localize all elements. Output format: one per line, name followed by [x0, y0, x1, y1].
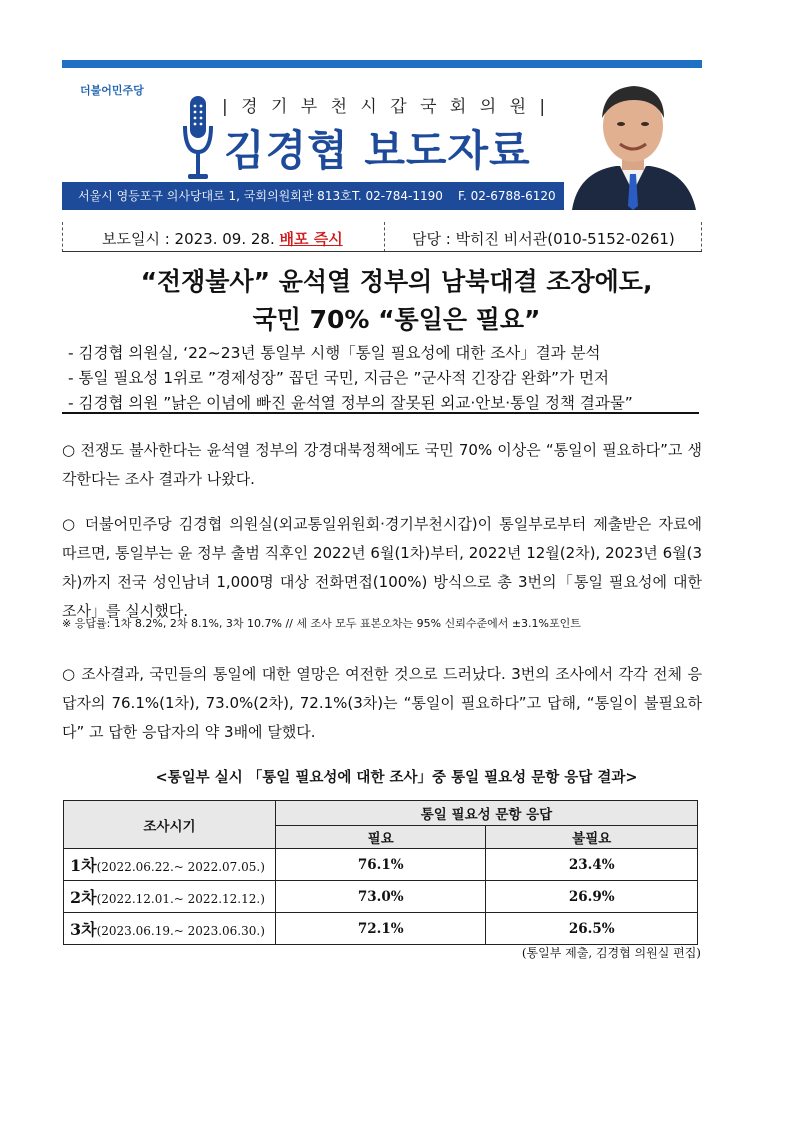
- phone-text: T. 02-784-1190: [352, 189, 443, 203]
- headline-line-1: “전쟁불사” 윤석열 정부의 남북대결 조장에도,: [140, 267, 653, 296]
- need-value: 73.0%: [275, 881, 486, 913]
- divider: [384, 222, 385, 252]
- survey-period: 1차(2022.06.22.~ 2022.07.05.): [64, 849, 276, 881]
- header-subtitle: | 경 기 부 천 시 갑 국 회 의 원 |: [222, 97, 550, 117]
- microphone-icon: [182, 96, 214, 188]
- release-status: 배포 즉시: [279, 230, 343, 248]
- table-row: [64, 849, 698, 881]
- release-info-box: [62, 222, 702, 252]
- headline-line-2: 국민 70% “통일은 필요”: [252, 305, 541, 334]
- need-value: 72.1%: [275, 913, 486, 945]
- table-title: <통일부 실시 「통일 필요성에 대한 조사」중 통일 필요성 문항 응답 결과>: [155, 769, 638, 786]
- body-paragraph: ○ 전쟁도 불사한다는 윤석열 정부의 강경대북정책에도 국민 70% 이상은 “통일이 필요하다”고 생각한다는 조사 결과가 나왔다.: [62, 441, 702, 488]
- response-rate-note: ※ 응답률: 1차 8.2%, 2차 8.1%, 3차 10.7% // 세 조사 모두 표본오차는 95% 신뢰수준에서 ±3.1%포인트: [62, 617, 581, 630]
- press-release-header: [62, 60, 702, 210]
- summary-bullet: - 김경협 의원 ”낡은 이념에 빠진 윤석열 정부의 잘못된 외교·안보·통일 정책 결과물”: [68, 394, 633, 412]
- column-header-noneed: 불필요: [486, 826, 698, 849]
- table-row: [64, 881, 698, 913]
- header-top-bar: [62, 60, 702, 68]
- table-source: (통일부 제출, 김경협 의원실 편집): [521, 946, 701, 960]
- noneed-value: 26.9%: [486, 881, 698, 913]
- fax-text: F. 02-6788-6120: [458, 189, 556, 203]
- divider: [701, 222, 702, 252]
- press-release-title: 김경협 보도자료: [224, 126, 531, 175]
- column-header-group: 통일 필요성 문항 응답: [275, 801, 697, 826]
- survey-period: 3차(2023.06.19.~ 2023.06.30.): [64, 913, 276, 945]
- survey-period: 2차(2022.12.01.~ 2022.12.12.): [64, 881, 276, 913]
- body-paragraph: ○ 조사결과, 국민들의 통일에 대한 열망은 여전한 것으로 드러났다. 3번의 조사에서 각각 전체 응답자의 76.1%(1차), 73.0%(2차), 72.1%(3차)는 “통일이 필요하다”고 답해, “통일이 불필요하다” 고 답한 응답자의 약 3배에 달했다.: [62, 665, 702, 741]
- column-header-period: 조사시기: [64, 801, 276, 849]
- lawmaker-portrait: [564, 70, 702, 210]
- release-date: 보도일시 : 2023. 09. 28. 배포 즉시: [102, 230, 343, 248]
- table-row: [64, 913, 698, 945]
- party-logo: 더불어민주당: [80, 84, 144, 97]
- summary-bullet: - 김경협 의원실, ‘22~23년 통일부 시행「통일 필요성에 대한 조사」결과 분석: [68, 344, 601, 362]
- contact-info: 담당 : 박히진 비서관(010-5152-0261): [412, 230, 675, 248]
- survey-results-table: [63, 800, 698, 945]
- need-value: 76.1%: [275, 849, 486, 881]
- column-header-need: 필요: [275, 826, 486, 849]
- divider: [62, 222, 63, 252]
- noneed-value: 23.4%: [486, 849, 698, 881]
- body-paragraph: ○ 더불어민주당 김경협 의원실(외교통일위원회·경기부천시갑)이 통일부로부터 제출받은 자료에 따르면, 통일부는 윤 정부 출범 직후인 2022년 6월(1차)부터, 2022년 12월(2차), 2023년 6월(3차)까지 전국 성인남녀 1,000명 대상 전화면접(100%) 방식으로 총 3번의「통일 필요성에 대한 조사」를 실시했다.: [62, 515, 702, 620]
- summary-bullet: - 통일 필요성 1위로 ”경제성장” 꼽던 국민, 지금은 ”군사적 긴장감 완화”가 먼저: [68, 369, 609, 387]
- divider: [62, 412, 699, 414]
- address-text: 서울시 영등포구 의사당대로 1, 국회의원회관 813호: [78, 189, 352, 203]
- divider: [62, 251, 702, 252]
- noneed-value: 26.5%: [486, 913, 698, 945]
